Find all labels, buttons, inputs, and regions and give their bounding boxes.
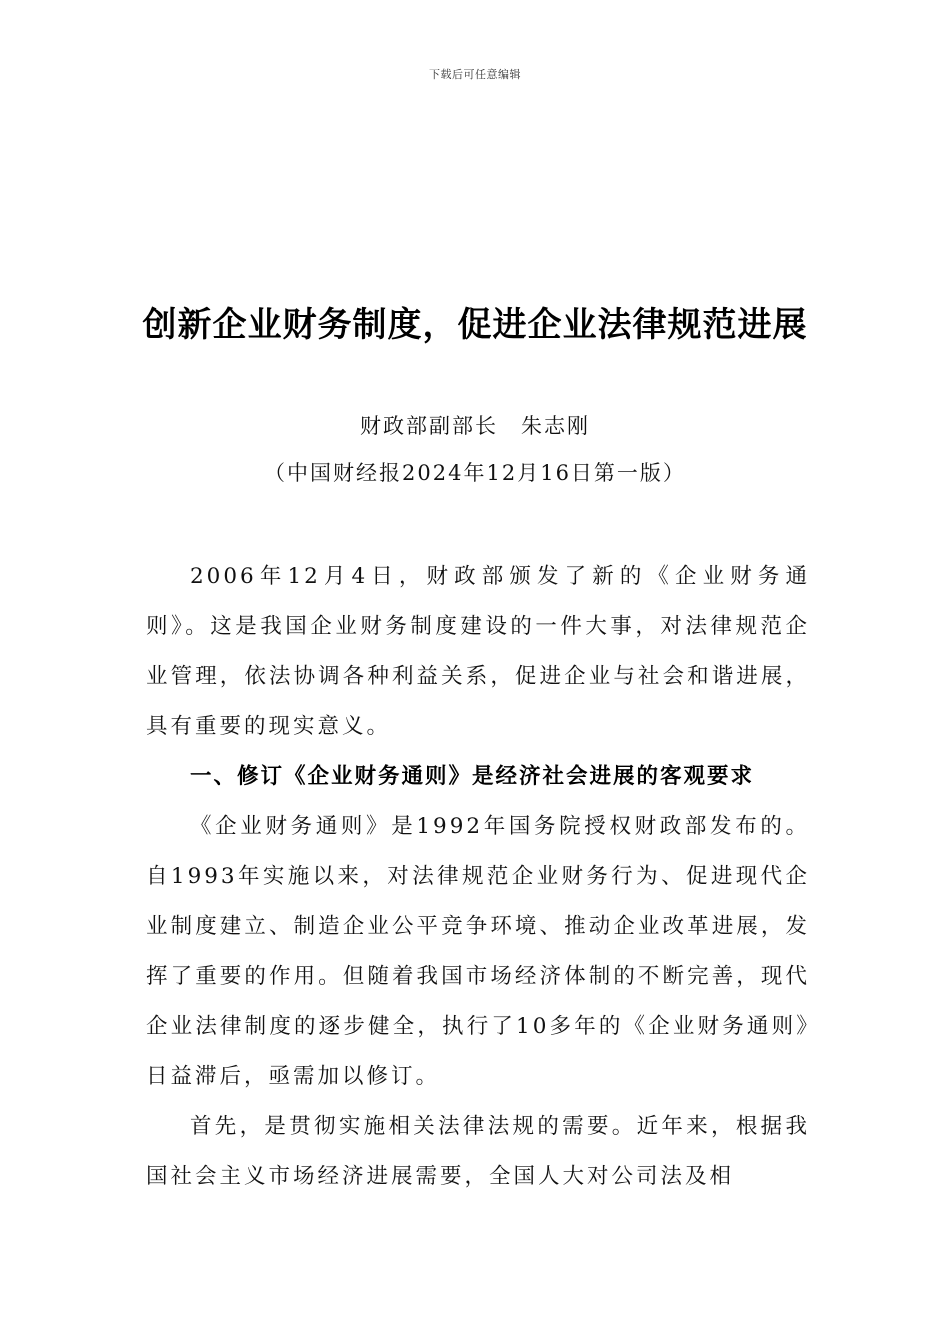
- document-body: [146, 552, 810, 1202]
- author-line: 财政部副部长 朱志刚: [360, 414, 590, 438]
- source-line: （中国财经报2024年12月16日第一版）: [264, 461, 686, 485]
- section-heading: 一、修订《企业财务通则》是经济社会进展的客观要求: [190, 764, 755, 789]
- intro-paragraph: 2006年12月4日，财政部颁发了新的《企业财务通则》。这是我国企业财务制度建设的一件大事，对法律规范企业管理，依法协调各种利益关系，促进企业与社会和谐进展，具有重要的现实意义。: [146, 564, 810, 739]
- body-paragraph-history: 《企业财务通则》是1992年国务院授权财政部发布的。自1993年实施以来，对法律规范企业财务行为、促进现代企业制度建立、制造企业公平竞争环境、推动企业改革进展，发挥了重要的作用。但随着我国市场经济体制的不断完善，现代企业法律制度的逐步健全，执行了10多年的《企业财务通则》日益滞后，亟需加以修订。: [146, 814, 810, 1089]
- document-title: 创新企业财务制度，促进企业法律规范进展: [142, 305, 808, 345]
- page-header-note: 下载后可任意编辑: [429, 68, 521, 81]
- body-paragraph-first-reason: 首先，是贯彻实施相关法律法规的需要。近年来，根据我国社会主义市场经济进展需要，全国人大对公司法及相: [146, 1114, 810, 1189]
